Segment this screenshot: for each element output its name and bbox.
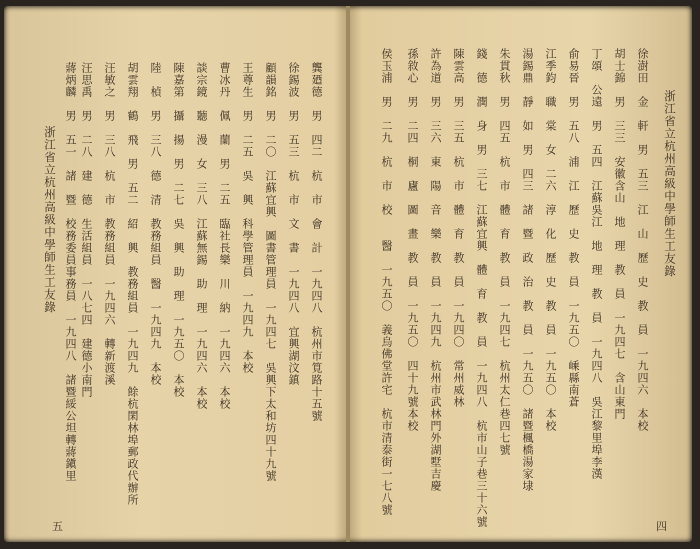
open-book <box>4 6 692 542</box>
entry-row: 江季鈞 職 棠 女 二六 淳 化 歷 史 教 員 一九五〇 本校 <box>544 48 557 432</box>
entry-row: 汪敏之 男 三八 杭 市 教務組員 一九四六 轉新渡溪 <box>103 62 116 386</box>
entry-row: 錢 德 潤 身 男 三七 江蘇宜興 體 育 教 員 一九四八 杭市山子巷三十六號 <box>475 48 488 528</box>
entry-row: 龔廼德 男 四二 杭 市 會 計 一九四八 杭州市筧路十五號 <box>310 62 323 422</box>
right-page <box>350 6 692 542</box>
entry-row: 朱貫秋 男 四五 杭 市 體 育 教 員 一九四七 杭州太仁巷四七號 <box>498 48 511 456</box>
left-page-number: 五 <box>52 520 63 533</box>
entry-row: 胡士錦 男 三三 安徽含山 地 理 教 員 一九四七 含山東門 <box>613 48 626 420</box>
entry-row: 孫敘心 男 二四 桐 廬 圖 畫 教 員 一九五〇 四十九號本校 <box>406 48 419 432</box>
entry-row: 蔣炳麟 男 五一 諸 暨 校務委員事務員 一九四八 諸暨綏公坦轉蔣鎭里 <box>64 62 77 482</box>
entry-row: 丁頌 公遠 男 五四 江蘇吳江 地 理 教 員 一九四八 吳江黎里埠李漢 <box>590 48 603 480</box>
entry-row: 陸 楨 男 三八 德 清 教務組員 醫 一九四九 本校 <box>149 62 162 386</box>
entry-row: 許為道 男 三六 東 陽 音 樂 教 員 一九四九 杭州市武林門外湖墅吉慶 <box>429 48 442 492</box>
entry-row: 陳嘉第 攝 揚 男 二七 吳 興 助 理 一九五〇 本校 <box>172 62 185 398</box>
entry-row: 汪思禹 男 二八 建 德 生活組員 一八七四 建德小南門 <box>80 62 93 398</box>
entry-row: 胡雲翔 鶴 飛 男 五二 紹 興 教務組員 一九四九 餘杭閑林埠郵政代辦所 <box>126 62 139 506</box>
left-running-title: 浙江省立杭州高級中學師生工友錄 <box>43 126 57 314</box>
entry-row: 徐澍田 金 軒 男 五三 江 山 歷 史 教 員 一九四六 本校 <box>636 48 649 432</box>
entry-row: 湯錫鼎 靜 如 男 四三 諸 暨 政 治 教 員 一九五〇 諸暨楓橋湯家埭 <box>521 48 534 492</box>
entry-row: 俞易晉 男 五八 浦 江 歷 史 教 員 一九五〇 嵊縣南蒼 <box>567 48 580 408</box>
right-running-title: 浙江省立杭州高級中學師生工友錄 <box>663 90 677 278</box>
entry-row: 侯玉浦 男 二九 杭 市 校 醫 一九五〇 義烏佛堂許宅 杭市清泰街一七八號 <box>380 48 393 516</box>
entry-row: 顧韻銘 男 二〇 江蘇宜興 圖書管理員 一九四七 吳興下太和坊四十九號 <box>264 62 277 482</box>
entry-row: 談宗鏡 聽 漫 女 三八 江蘇無錫 助 理 一九四六 本校 <box>195 62 208 410</box>
entry-row: 曹冰丹 佩 蘭 男 二五 臨社長樂 川 納 一九四六 本校 <box>218 62 231 410</box>
entry-row: 王尊生 男 二五 吳 興 科學管理員 一九四九 本校 <box>241 62 254 374</box>
entry-row: 陳雲高 男 三五 杭 市 體 育 教 員 一九四〇 常州威林 <box>452 48 465 408</box>
entry-row: 徐錫波 男 五三 杭 市 文 書 一九四八 宜興湖汶鎮 <box>287 62 300 386</box>
right-page-number: 四 <box>656 520 667 533</box>
left-page <box>4 6 346 542</box>
